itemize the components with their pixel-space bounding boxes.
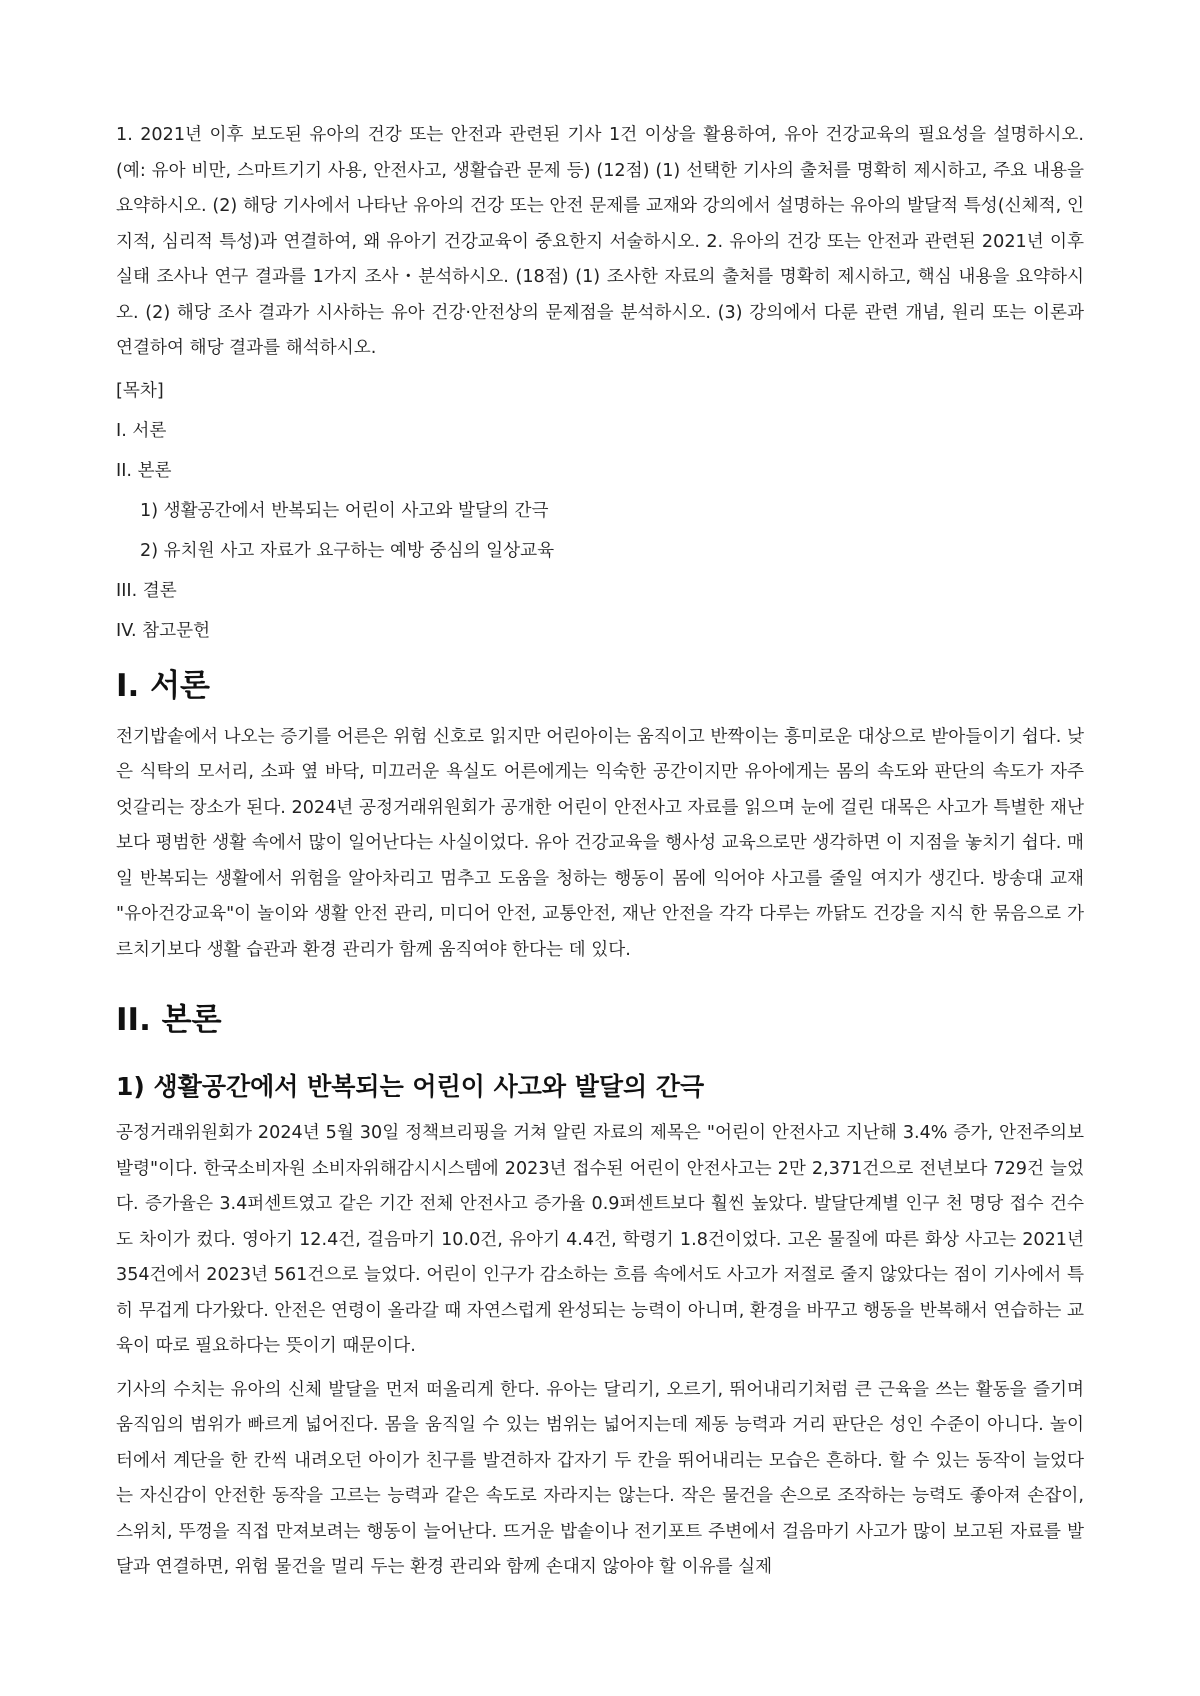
body-sub1-paragraph-2: 기사의 수치는 유아의 신체 발달을 먼저 떠올리게 한다. 유아는 달리기, 오르기, 뛰어내리기처럼 큰 근육을 쓰는 활동을 즐기며 움직임의 범위가 빠르게 넓어진다. 몸을 움직일 수 있는 범위는 넓어지는데 제동 능력과 거리 판단은 성인 수준이 아니다. 놀이터에서 계단을 한 칸씩 내려오던 아이가 친구를 발견하자 갑자기 두 칸을 뛰어내리는 모습은 흔하다. 할 수 있는 동작이 늘었다는 자신감이 안전한 동작을 고르는 능력과 같은 속도로 자라지는 않는다. 작은 물건을 손으로 조작하는 능력도 좋아져 손잡이, 스위치, 뚜껑을 직접 만져보려는 행동이 늘어난다. 뜨거운 밥솥이나 전기포트 주변에서 걸음마기 사고가 많이 보고된 자료를 발달과 연결하면, 위험 물건을 멀리 두는 환경 관리와 함께 손대지 않아야 할 이유를 실제 <box>116 1379 1084 1577</box>
toc-item-body-sub2: 2) 유치원 사고 자료가 요구하는 예방 중심의 일상교육 <box>140 540 555 561</box>
toc-item-references: IV. 참고문헌 <box>116 620 211 641</box>
toc-item-body: II. 본론 <box>116 460 172 481</box>
toc-title: [목차] <box>116 380 164 401</box>
intro-paragraph: 전기밥솥에서 나오는 증기를 어른은 위험 신호로 읽지만 어린아이는 움직이고 반짝이는 흥미로운 대상으로 받아들이기 쉽다. 낮은 식탁의 모서리, 소파 옆 바닥, 미끄러운 욕실도 어른에게는 익숙한 공간이지만 유아에게는 몸의 속도와 판단의 속도가 자주 엇갈리는 장소가 된다. 2024년 공정거래위원회가 공개한 어린이 안전사고 자료를 읽으며 눈에 걸린 대목은 사고가 특별한 재난보다 평범한 생활 속에서 많이 일어난다는 사실이었다. 유아 건강교육을 행사성 교육으로만 생각하면 이 지점을 놓치기 쉽다. 매일 반복되는 생활에서 위험을 알아차리고 멈추고 도움을 청하는 행동이 몸에 익어야 사고를 줄일 여지가 생긴다. 방송대 교재 "유아건강교육"이 놀이와 생활 안전 관리, 미디어 안전, 교통안전, 재난 안전을 각각 다루는 까닭도 건강을 지식 한 묶음으로 가르치기보다 생활 습관과 환경 관리가 함께 움직여야 한다는 데 있다. <box>116 726 1084 960</box>
body-heading: II. 본론 <box>116 1002 222 1038</box>
toc-item-body-sub1: 1) 생활공간에서 반복되는 어린이 사고와 발달의 간극 <box>140 500 549 521</box>
body-sub1-heading: 1) 생활공간에서 반복되는 어린이 사고와 발달의 간극 <box>116 1072 705 1101</box>
toc-item-intro: I. 서론 <box>116 420 167 441</box>
table-of-contents <box>116 376 1084 646</box>
intro-heading: I. 서론 <box>116 667 210 704</box>
body-sub1-paragraph-1: 공정거래위원회가 2024년 5월 30일 정책브리핑을 거쳐 알린 자료의 제목은 "어린이 안전사고 지난해 3.4% 증가, 안전주의보 발령"이다. 한국소비자원 소비자위해감시시스템에 2023년 접수된 어린이 안전사고는 2만 2,371건으로 전년보다 729건 늘었다. 증가율은 3.4퍼센트였고 같은 기간 전체 안전사고 증가율 0.9퍼센트보다 훨씬 높았다. 발달단계별 인구 천 명당 접수 건수도 차이가 컸다. 영아기 12.4건, 걸음마기 10.0건, 유아기 4.4건, 학령기 1.8건이었다. 고온 물질에 따른 화상 사고는 2021년 354건에서 2023년 561건으로 늘었다. 어린이 인구가 감소하는 흐름 속에서도 사고가 저절로 줄지 않았다는 점이 기사에서 특히 무겁게 다가왔다. 안전은 연령이 올라갈 때 자연스럽게 완성되는 능력이 아니며, 환경을 바꾸고 행동을 반복해서 연습하는 교육이 따로 필요하다는 뜻이기 때문이다. <box>116 1123 1084 1356</box>
assignment-prompt: 1. 2021년 이후 보도된 유아의 건강 또는 안전과 관련된 기사 1건 이상을 활용하여, 유아 건강교육의 필요성을 설명하시오. (예: 유아 비만, 스마트기기 사용, 안전사고, 생활습관 문제 등) (12점) (1) 선택한 기사의 출처를 명확히 제시하고, 주요 내용을 요약하시오. (2) 해당 기사에서 나타난 유아의 건강 또는 안전 문제를 교재와 강의에서 설명하는 유아의 발달적 특성(신체적, 인지적, 심리적 특성)과 연결하여, 왜 유아기 건강교육이 중요한지 서술하시오. 2. 유아의 건강 또는 안전과 관련된 2021년 이후 실태 조사나 연구 결과를 1가지 조사・분석하시오. (18점) (1) 조사한 자료의 출처를 명확히 제시하고, 핵심 내용을 요약하시오. (2) 해당 조사 결과가 시사하는 유아 건강·안전상의 문제점을 분석하시오. (3) 강의에서 다룬 관련 개념, 원리 또는 이론과 연결하여 해당 결과를 해석하시오. <box>116 125 1084 358</box>
toc-item-conclusion: III. 결론 <box>116 580 177 601</box>
